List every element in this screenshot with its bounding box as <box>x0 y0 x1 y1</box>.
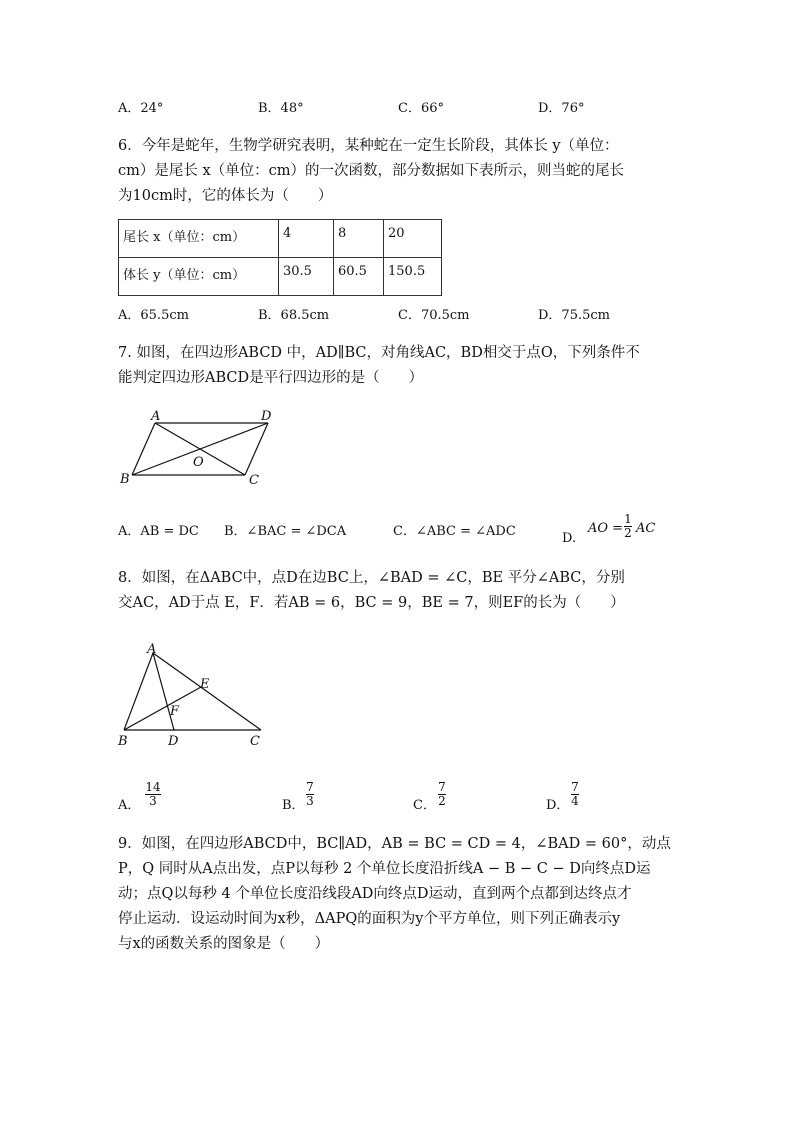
q6-option-a: A．65.5cm <box>118 308 189 323</box>
q7-option-a: A．AB = DC <box>118 524 199 539</box>
q9-stem-line2: P，Q 同时从A点出发，点P以每秒 2 个单位长度沿折线A − B − C − D向终点D运 <box>118 861 651 877</box>
q6-stem-line3: 为10cm时，它的体长为（ ） <box>118 188 333 204</box>
q9-stem-line1: 9．如图，在四边形ABCD中，BC∥AD，AB = BC = CD = 4，∠BAD = 60°，动点 <box>118 836 671 852</box>
fraction-numerator: 7 <box>438 780 446 794</box>
q8-option-a-letter: A． <box>118 798 141 813</box>
vertex-label-c: C <box>250 734 260 749</box>
q9-stem-line4: 停止运动．设运动时间为x秒，ΔAPQ的面积为y个平方单位，则下列正确表示y <box>118 911 621 927</box>
q7-stem-line1: 7. 如图，在四边形ABCD 中，AD∥BC，对角线AC，BD相交于点O，下列条件不 <box>118 345 640 361</box>
q8-stem-line1: 8．如图，在ΔABC中，点D在边BC上，∠BAD = ∠C，BE 平分∠ABC，分别 <box>118 570 625 586</box>
vertex-label-d: D <box>261 409 272 424</box>
q7-option-d-fraction <box>624 513 632 540</box>
table-row <box>119 220 442 258</box>
table-cell: 尾长 x（单位：cm） <box>119 220 279 258</box>
q7-option-c: C．∠ABC = ∠ADC <box>393 524 516 539</box>
q7-option-d-rhs: AC <box>636 521 656 536</box>
table-cell: 4 <box>279 220 334 258</box>
q6-option-c: C．70.5cm <box>398 308 470 323</box>
vertex-label-b: B <box>120 472 130 487</box>
fraction-denominator: 4 <box>571 794 579 808</box>
q5-option-d: D．76° <box>538 101 585 116</box>
q8-option-c-fraction <box>438 781 446 808</box>
q6-stem-line2: cm）是尾长 x（单位：cm）的一次函数，部分数据如下表所示，则当蛇的尾长 <box>118 163 625 179</box>
fraction-denominator: 3 <box>149 794 157 808</box>
vertex-label-b: B <box>118 734 128 749</box>
fraction-numerator: 7 <box>306 780 314 794</box>
side-ab <box>124 653 153 730</box>
q6-option-d: D．75.5cm <box>538 308 610 323</box>
q7-option-d-letter: D. <box>562 531 577 546</box>
q7-stem-line2: 能判定四边形ABCD是平行四边形的是（ ） <box>118 370 424 386</box>
q8-option-a-fraction <box>145 781 161 808</box>
q6-option-b: B．68.5cm <box>258 308 330 323</box>
q8-stem-line2: 交AC，AD于点 E，F．若AB = 6，BC = 9，BE = 7，则EF的长为（ ） <box>118 595 625 611</box>
table-cell: 150.5 <box>384 258 442 296</box>
vertex-label-a: A <box>147 642 157 657</box>
segment-be <box>124 687 201 730</box>
q7-parallelogram-figure <box>115 405 285 490</box>
q6-stem-line1: 6．今年是蛇年，生物学研究表明，某种蛇在一定生长阶段，其体长 y（单位： <box>118 138 619 154</box>
point-label-e: E <box>200 677 210 692</box>
q7-option-d-lhs: AO = <box>588 521 624 536</box>
table-cell: 30.5 <box>279 258 334 296</box>
fraction-denominator: 3 <box>306 794 314 808</box>
vertex-label-a: A <box>151 409 161 424</box>
fraction-denominator: 2 <box>438 794 446 808</box>
q5-option-c: C．66° <box>398 101 444 116</box>
table-cell: 60.5 <box>334 258 384 296</box>
q9-stem-line3: 动；点Q以每秒 4 个单位长度沿线段AD向终点D运动，直到两个点都到达终点才 <box>118 886 632 902</box>
q8-option-c-letter: C． <box>413 798 436 813</box>
q7-option-b: B．∠BAC = ∠DCA <box>224 524 347 539</box>
q9-stem-line5: 与x的函数关系的图象是（ ） <box>118 936 330 952</box>
vertex-label-c: C <box>249 473 259 488</box>
q6-data-table <box>118 219 442 296</box>
point-label-f: F <box>170 704 180 719</box>
q8-triangle-figure <box>112 637 272 749</box>
fraction-numerator: 7 <box>571 780 579 794</box>
q8-option-b-letter: B． <box>282 798 305 813</box>
table-cell: 8 <box>334 220 384 258</box>
q8-option-b-fraction <box>306 781 314 808</box>
fraction-numerator: 14 <box>145 780 161 794</box>
q8-option-d-letter: D． <box>546 798 570 813</box>
point-label-o: O <box>193 455 204 470</box>
q5-option-a: A．24° <box>118 101 164 116</box>
table-cell: 20 <box>384 220 442 258</box>
fraction-numerator: 1 <box>624 512 632 526</box>
point-label-d: D <box>168 734 179 749</box>
fraction-denominator: 2 <box>624 526 632 540</box>
q8-option-d-fraction <box>571 781 579 808</box>
table-cell: 体长 y（单位：cm） <box>119 258 279 296</box>
q5-option-b: B．48° <box>258 101 304 116</box>
table-row <box>119 258 442 296</box>
